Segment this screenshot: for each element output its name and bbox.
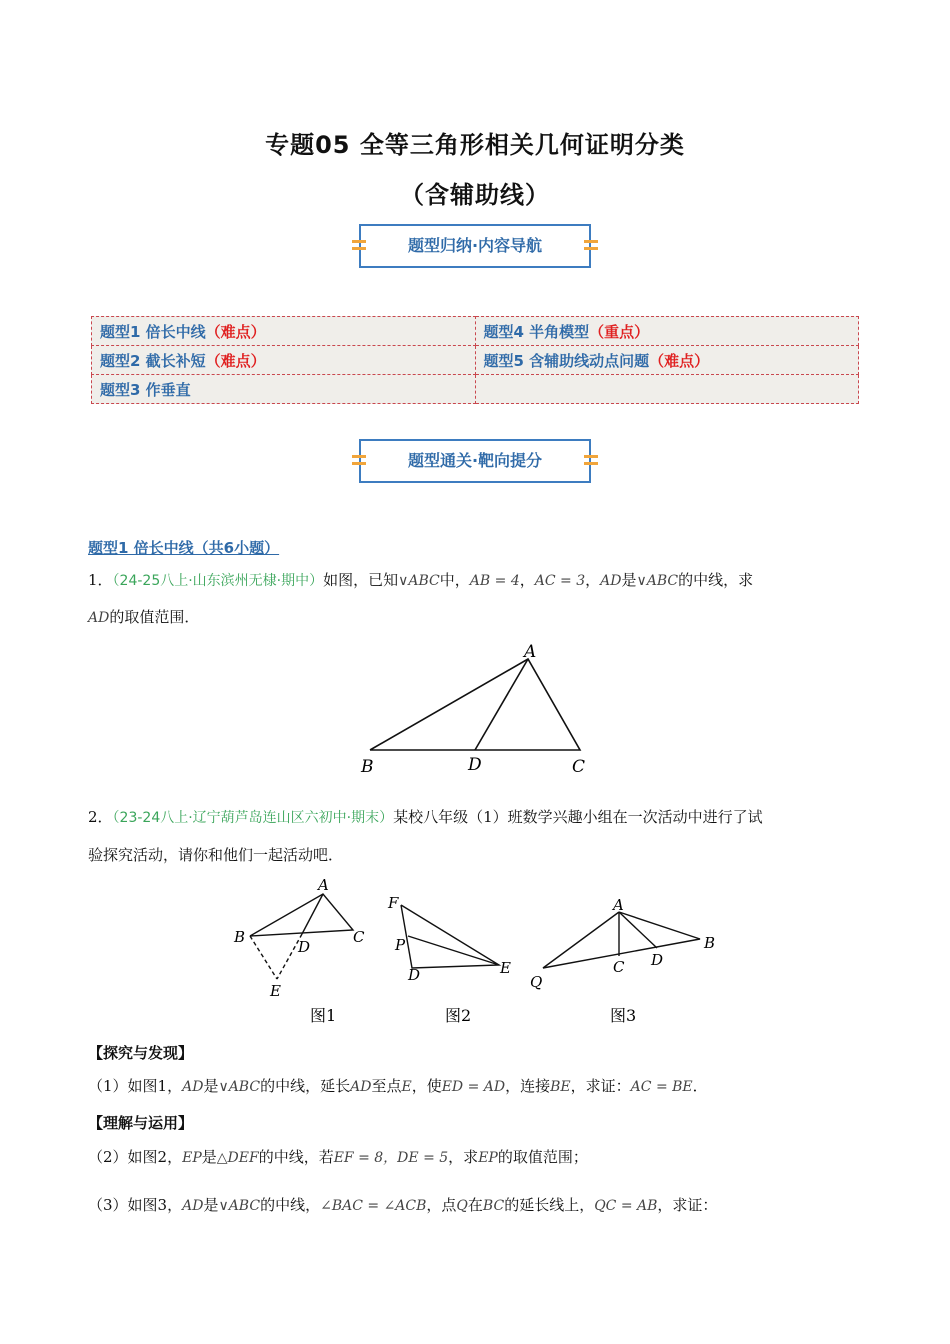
fig1-label-d: D bbox=[298, 938, 311, 956]
fig2-label-d: D bbox=[408, 966, 421, 984]
fig1-label-e: E bbox=[270, 982, 281, 1000]
toc-banner-label: 题型归纳·内容导航 bbox=[407, 236, 543, 255]
toc-row bbox=[92, 346, 859, 375]
fig3-label-c: C bbox=[613, 958, 625, 976]
toc-item-type5[interactable]: 题型5 含辅助线动点问题（难点） bbox=[475, 346, 859, 375]
label-b: B bbox=[361, 757, 374, 777]
banner-deco-icon bbox=[352, 455, 366, 465]
toc-banner bbox=[359, 224, 591, 268]
toc-item-type4[interactable]: 题型4 半角模型（重点） bbox=[475, 317, 859, 346]
fig3-label-d: D bbox=[651, 951, 664, 969]
toc-table bbox=[91, 316, 859, 404]
figure-1 bbox=[250, 894, 353, 979]
toc-item-type1[interactable]: 题型1 倍长中线（难点） bbox=[92, 317, 476, 346]
banner-deco-icon bbox=[352, 240, 366, 250]
question-1-line2: AD的取值范围． bbox=[88, 608, 200, 626]
question-2-part3: （3）如图3，AD是∨ABC的中线，∠BAC = ∠ACB，点Q在BC的延长线上，QC = AB，求证： bbox=[88, 1196, 718, 1214]
question-source: （23-24八上·辽宁葫芦岛连山区六初中·期末） bbox=[112, 810, 394, 826]
toc-item-type2[interactable]: 题型2 截长补短（难点） bbox=[92, 346, 476, 375]
figure-q2 bbox=[225, 872, 725, 1032]
fig3-label-a: A bbox=[613, 896, 624, 914]
fig3-caption: 图3 bbox=[610, 1006, 637, 1025]
question-1-line1: 1．（24-25八上·山东滨州无棣·期中）如图，已知∨ABC中，AB = 4，AC = 3，AD是∨ABC的中线，求 bbox=[88, 571, 754, 589]
page-subtitle: （含辅助线） bbox=[400, 181, 550, 209]
section-heading[interactable]: 题型1 倍长中线（共6小题） bbox=[88, 539, 280, 557]
fig2-label-p: P bbox=[395, 936, 406, 954]
fig2-label-f: F bbox=[388, 894, 399, 912]
figure-2 bbox=[401, 905, 499, 968]
toc-row bbox=[92, 375, 859, 404]
fig1-label-c: C bbox=[353, 928, 365, 946]
toc-empty-cell bbox=[475, 375, 859, 404]
fig2-label-e: E bbox=[500, 959, 511, 977]
fig3-label-q: Q bbox=[530, 973, 543, 991]
label-a: A bbox=[524, 642, 537, 662]
question-2-line2: 验探究活动，请你和他们一起活动吧． bbox=[88, 846, 344, 864]
practice-banner-label: 题型通关·靶向提分 bbox=[407, 451, 543, 470]
banner-deco-icon bbox=[584, 455, 598, 465]
question-2-part1: （1）如图1，AD是∨ABC的中线，延长AD至点E，使ED = AD，连接BE，求证：AC = BE． bbox=[88, 1077, 708, 1095]
label-c: C bbox=[572, 757, 586, 777]
fig3-label-b: B bbox=[704, 934, 716, 952]
triangle-abc bbox=[370, 659, 580, 750]
question-2-line1: 2．（23-24八上·辽宁葫芦岛连山区六初中·期末）某校八年级（1）班数学兴趣小组在一次活动中进行了试 bbox=[88, 808, 763, 826]
toc-item-type3[interactable]: 题型3 作垂直 bbox=[92, 375, 476, 404]
toc-row bbox=[92, 317, 859, 346]
practice-banner bbox=[359, 439, 591, 483]
question-2-part2: （2）如图2，EP是△DEF的中线，若EF = 8，DE = 5，求EP的取值范围； bbox=[88, 1148, 588, 1166]
section-explore: 【探究与发现】 bbox=[88, 1044, 194, 1062]
fig1-caption: 图1 bbox=[310, 1006, 337, 1025]
section-apply: 【理解与运用】 bbox=[88, 1114, 194, 1132]
figure-q1 bbox=[355, 635, 605, 780]
page-title: 专题05 全等三角形相关几何证明分类 bbox=[265, 131, 685, 159]
label-d: D bbox=[468, 755, 482, 775]
median-ad bbox=[475, 659, 528, 750]
banner-deco-icon bbox=[584, 240, 598, 250]
fig1-label-a: A bbox=[318, 876, 329, 894]
fig1-label-b: B bbox=[234, 928, 246, 946]
fig2-caption: 图2 bbox=[445, 1006, 472, 1025]
question-source: （24-25八上·山东滨州无棣·期中） bbox=[112, 573, 324, 589]
